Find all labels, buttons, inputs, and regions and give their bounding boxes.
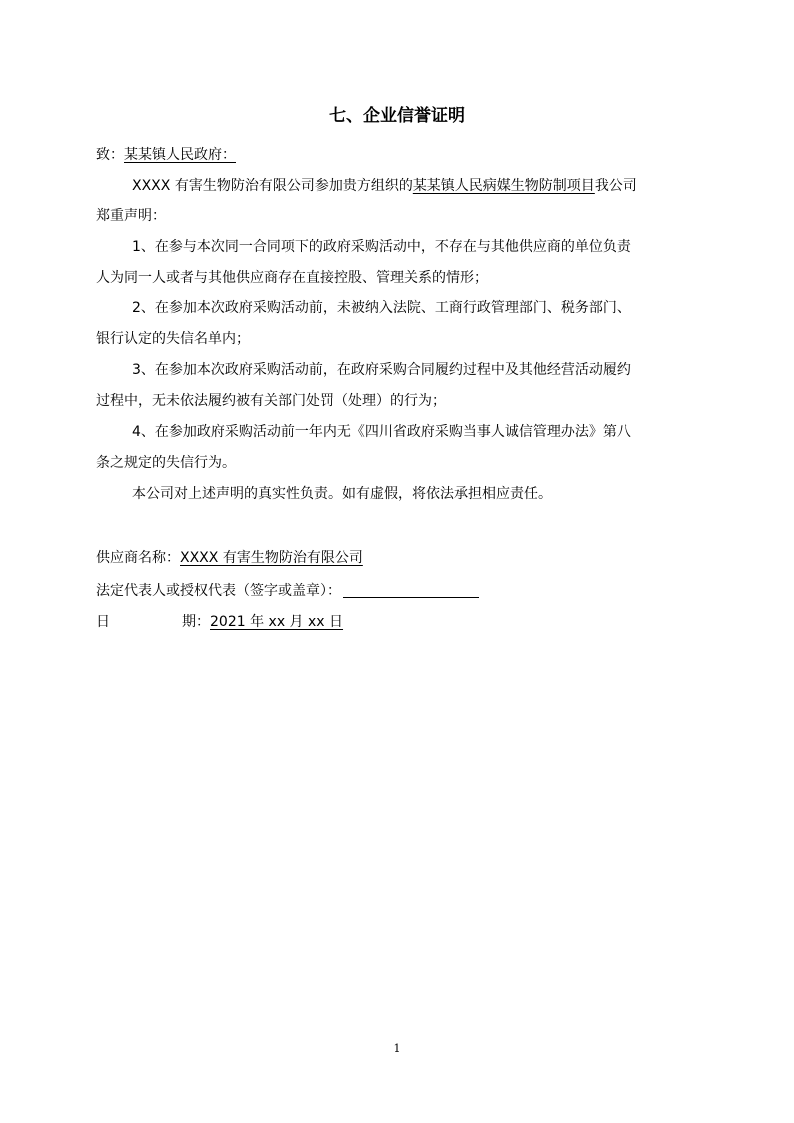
item-1-line-2: 人为同一人或者与其他供应商存在直接控股、管理关系的情形； (96, 270, 488, 286)
intro-text-1: XXXX 有害生物防治有限公司参加贵方组织的 (132, 178, 413, 194)
intro-line-2: 郑重声明： (96, 208, 166, 224)
representative-line (96, 580, 702, 602)
item-2-line-2: 银行认定的失信名单内； (96, 331, 250, 347)
addressee-line (96, 144, 702, 166)
supplier-line (96, 547, 702, 569)
item-4-line-2: 条之规定的失信行为。 (96, 455, 236, 471)
page-title: 七、企业信誉证明 (329, 106, 465, 126)
supplier-name: XXXX 有害生物防治有限公司 (180, 550, 363, 566)
intro-line-1 (132, 175, 702, 197)
item-2-line-1: 2、在参加本次政府采购活动前，未被纳入法院、工商行政管理部门、税务部门、 (132, 300, 631, 316)
intro-text-2: 我公司 (594, 178, 637, 194)
date-label-b: 期： (182, 614, 210, 630)
date-value: 2021 年 xx 月 xx 日 (210, 614, 344, 630)
date-line (96, 611, 702, 633)
page-number: 1 (393, 1042, 401, 1055)
supplier-label: 供应商名称： (96, 550, 180, 566)
item-3-line-2: 过程中，无未依法履约被有关部门处罚（处理）的行为； (96, 393, 446, 409)
item-1-line-1: 1、在参与本次同一合同项下的政府采购活动中，不存在与其他供应商的单位负责 (132, 239, 631, 255)
addressee-prefix: 致： (96, 147, 124, 163)
item-3-line-1: 3、在参加本次政府采购活动前，在政府采购合同履约过程中及其他经营活动履约 (132, 362, 631, 378)
date-label-a: 日 (96, 614, 110, 630)
addressee-name: 某某镇人民政府： (124, 147, 236, 163)
representative-label: 法定代表人或授权代表（签字或盖章）： (96, 583, 341, 599)
signature-blank[interactable] (343, 583, 479, 598)
project-name: 某某镇人民病媒生物防制项目 (412, 178, 595, 194)
item-4-line-1: 4、在参加政府采购活动前一年内无《四川省政府采购当事人诚信管理办法》第八 (132, 424, 631, 440)
closing-statement: 本公司对上述声明的真实性负责。如有虚假，将依法承担相应责任。 (132, 486, 552, 502)
